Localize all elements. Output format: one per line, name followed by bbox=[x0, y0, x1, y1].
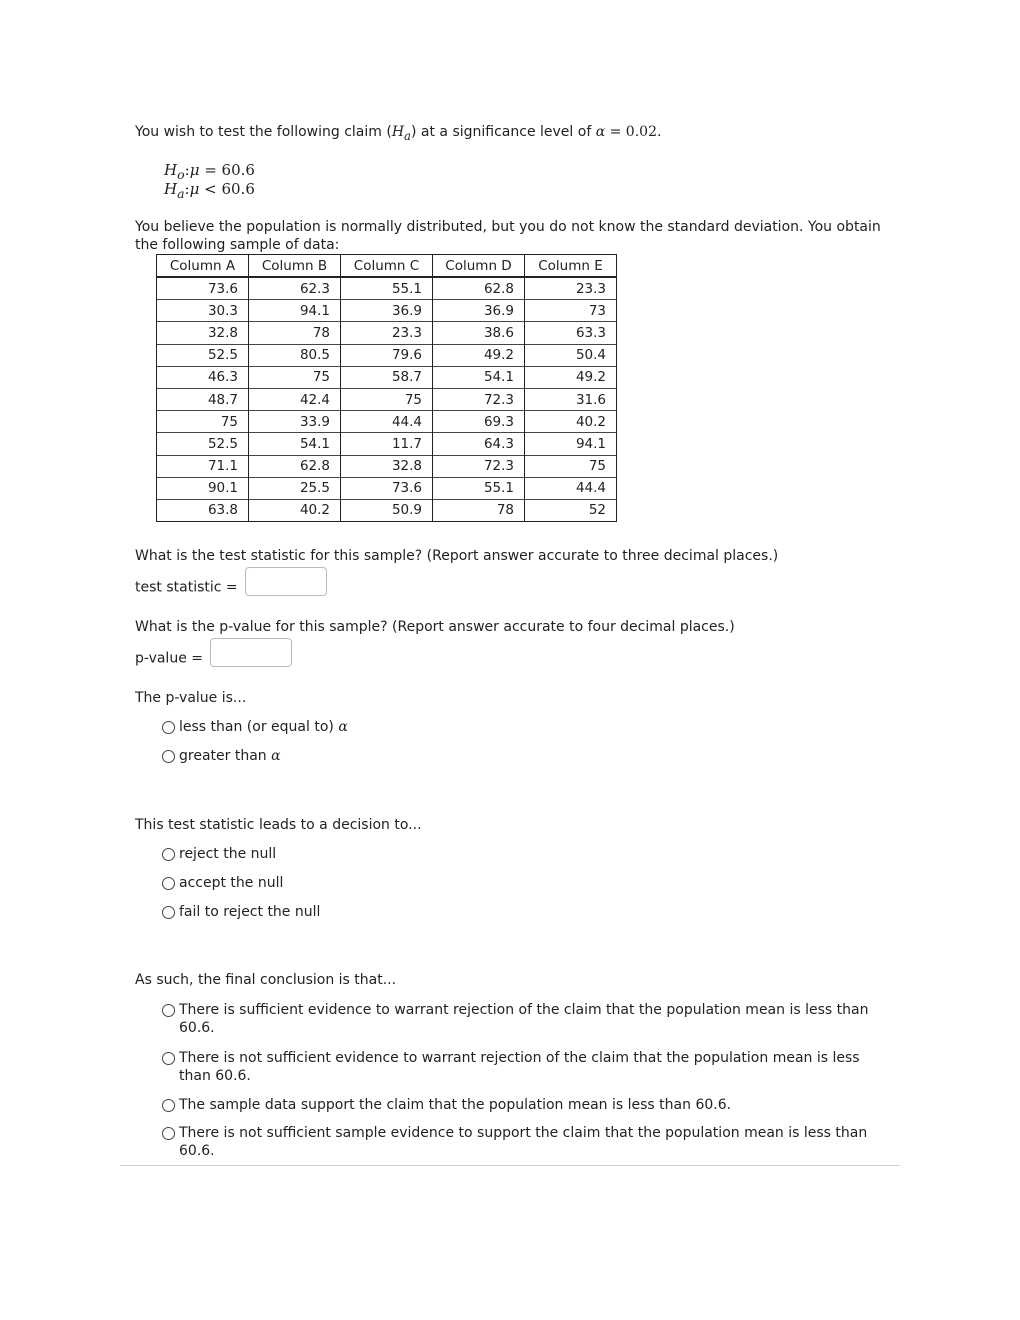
table-cell: 23.3 bbox=[341, 322, 433, 344]
table-cell: 72.3 bbox=[433, 388, 525, 410]
table-cell: 54.1 bbox=[249, 433, 341, 455]
radio-button[interactable] bbox=[162, 906, 175, 919]
table-cell: 75 bbox=[341, 388, 433, 410]
intro-text bbox=[135, 124, 661, 143]
option-greater-than-alpha[interactable]: greater than α bbox=[162, 747, 882, 765]
column-header: Column B bbox=[249, 255, 341, 278]
option-reject-null[interactable]: reject the null bbox=[162, 845, 882, 863]
column-header: Column C bbox=[341, 255, 433, 278]
pvalue-row bbox=[135, 644, 292, 673]
table-cell: 94.1 bbox=[249, 300, 341, 322]
table-row bbox=[157, 277, 617, 300]
test-statistic-label: test statistic = bbox=[135, 579, 243, 596]
radio-button[interactable] bbox=[162, 1127, 175, 1140]
table-cell: 42.4 bbox=[249, 388, 341, 410]
table-cell: 36.9 bbox=[341, 300, 433, 322]
table-cell: 40.2 bbox=[525, 411, 617, 433]
null-hypothesis: $H_o:\mu = 60.6$ bbox=[164, 161, 255, 182]
table-cell: 69.3 bbox=[433, 411, 525, 433]
table-row bbox=[157, 300, 617, 322]
table-cell: 54.1 bbox=[433, 366, 525, 388]
column-header: Column E bbox=[525, 255, 617, 278]
table-cell: 75 bbox=[525, 455, 617, 477]
table-cell: 75 bbox=[249, 366, 341, 388]
table-cell: 63.8 bbox=[157, 499, 249, 521]
table-cell: 90.1 bbox=[157, 477, 249, 499]
table-cell: 80.5 bbox=[249, 344, 341, 366]
table-cell: 32.8 bbox=[341, 455, 433, 477]
table-cell: 52.5 bbox=[157, 433, 249, 455]
decision-label: This test statistic leads to a decision to... bbox=[135, 817, 422, 833]
table-cell: 62.8 bbox=[433, 277, 525, 300]
table-header-row bbox=[157, 255, 617, 278]
pvalue-question: What is the p-value for this sample? (Report answer accurate to four decimal places.) bbox=[135, 619, 735, 635]
radio-button[interactable] bbox=[162, 848, 175, 861]
intro-text-before: You wish to test the following claim ( bbox=[135, 124, 392, 140]
table-row bbox=[157, 499, 617, 521]
table-cell: 32.8 bbox=[157, 322, 249, 344]
table-row bbox=[157, 477, 617, 499]
table-cell: 52 bbox=[525, 499, 617, 521]
column-header: Column A bbox=[157, 255, 249, 278]
table-cell: 73.6 bbox=[341, 477, 433, 499]
table-cell: 44.4 bbox=[525, 477, 617, 499]
alpha-symbol: α bbox=[595, 124, 606, 140]
bottom-divider bbox=[120, 1165, 900, 1166]
table-row bbox=[157, 411, 617, 433]
table-cell: 55.1 bbox=[433, 477, 525, 499]
test-statistic-input[interactable] bbox=[245, 567, 327, 596]
table-cell: 62.3 bbox=[249, 277, 341, 300]
intro-text-after: ) at a significance level of bbox=[410, 124, 596, 140]
table-cell: 46.3 bbox=[157, 366, 249, 388]
table-cell: 73.6 bbox=[157, 277, 249, 300]
sample-data-table bbox=[156, 254, 617, 522]
option-conclusion-3[interactable]: The sample data support the claim that the population mean is less than 60.6. bbox=[162, 1096, 882, 1114]
test-statistic-question: What is the test statistic for this sample? (Report answer accurate to three decimal places.) bbox=[135, 548, 779, 564]
table-cell: 55.1 bbox=[341, 277, 433, 300]
table-cell: 71.1 bbox=[157, 455, 249, 477]
table-row bbox=[157, 344, 617, 366]
table-cell: 23.3 bbox=[525, 277, 617, 300]
pvalue-label: p-value = bbox=[135, 650, 208, 667]
column-header: Column D bbox=[433, 255, 525, 278]
table-cell: 79.6 bbox=[341, 344, 433, 366]
table-cell: 49.2 bbox=[433, 344, 525, 366]
table-cell: 94.1 bbox=[525, 433, 617, 455]
table-cell: 64.3 bbox=[433, 433, 525, 455]
table-cell: 75 bbox=[157, 411, 249, 433]
table-cell: 25.5 bbox=[249, 477, 341, 499]
radio-button[interactable] bbox=[162, 750, 175, 763]
table-row bbox=[157, 322, 617, 344]
alternative-hypothesis: $H_a:\mu < 60.6$ bbox=[164, 180, 255, 201]
table-cell: 40.2 bbox=[249, 499, 341, 521]
claim-symbol: $H_a$ bbox=[391, 124, 411, 143]
table-cell: 31.6 bbox=[525, 388, 617, 410]
table-cell: 63.3 bbox=[525, 322, 617, 344]
table-cell: 44.4 bbox=[341, 411, 433, 433]
table-cell: 78 bbox=[249, 322, 341, 344]
radio-button[interactable] bbox=[162, 1052, 175, 1065]
table-cell: 50.9 bbox=[341, 499, 433, 521]
option-conclusion-2[interactable]: There is not sufficient evidence to warrant rejection of the claim that the population mean is less than 60.6. bbox=[162, 1049, 882, 1085]
table-row bbox=[157, 433, 617, 455]
table-cell: 11.7 bbox=[341, 433, 433, 455]
table-cell: 58.7 bbox=[341, 366, 433, 388]
pvalue-input[interactable] bbox=[210, 638, 292, 667]
table-cell: 38.6 bbox=[433, 322, 525, 344]
table-row bbox=[157, 455, 617, 477]
table-row bbox=[157, 366, 617, 388]
radio-button[interactable] bbox=[162, 1099, 175, 1112]
option-accept-null[interactable]: accept the null bbox=[162, 874, 882, 892]
radio-button[interactable] bbox=[162, 877, 175, 890]
table-cell: 73 bbox=[525, 300, 617, 322]
table-cell: 52.5 bbox=[157, 344, 249, 366]
table-cell: 48.7 bbox=[157, 388, 249, 410]
table-cell: 30.3 bbox=[157, 300, 249, 322]
table-row bbox=[157, 388, 617, 410]
option-less-than-alpha[interactable]: less than (or equal to) α bbox=[162, 718, 882, 736]
radio-button[interactable] bbox=[162, 721, 175, 734]
option-conclusion-4[interactable]: There is not sufficient sample evidence to support the claim that the population mean is less than 60.6. bbox=[162, 1124, 882, 1160]
table-cell: 33.9 bbox=[249, 411, 341, 433]
problem-description: You believe the population is normally distributed, but you do not know the standard deviation. You obtain the following sample of data: bbox=[135, 219, 881, 253]
table-cell: 62.8 bbox=[249, 455, 341, 477]
table-cell: 49.2 bbox=[525, 366, 617, 388]
table-cell: 36.9 bbox=[433, 300, 525, 322]
option-conclusion-1[interactable]: There is sufficient evidence to warrant rejection of the claim that the population mean is less than 60.6. bbox=[162, 1001, 882, 1037]
table-cell: 78 bbox=[433, 499, 525, 521]
radio-button[interactable] bbox=[162, 1004, 175, 1017]
test-statistic-row bbox=[135, 573, 327, 602]
table-cell: 50.4 bbox=[525, 344, 617, 366]
alpha-value: = 0.02. bbox=[605, 124, 662, 140]
option-fail-to-reject-null[interactable]: fail to reject the null bbox=[162, 903, 882, 921]
conclusion-label: As such, the final conclusion is that... bbox=[135, 972, 397, 988]
table-cell: 72.3 bbox=[433, 455, 525, 477]
pvalue-compare-label: The p-value is... bbox=[135, 690, 247, 706]
